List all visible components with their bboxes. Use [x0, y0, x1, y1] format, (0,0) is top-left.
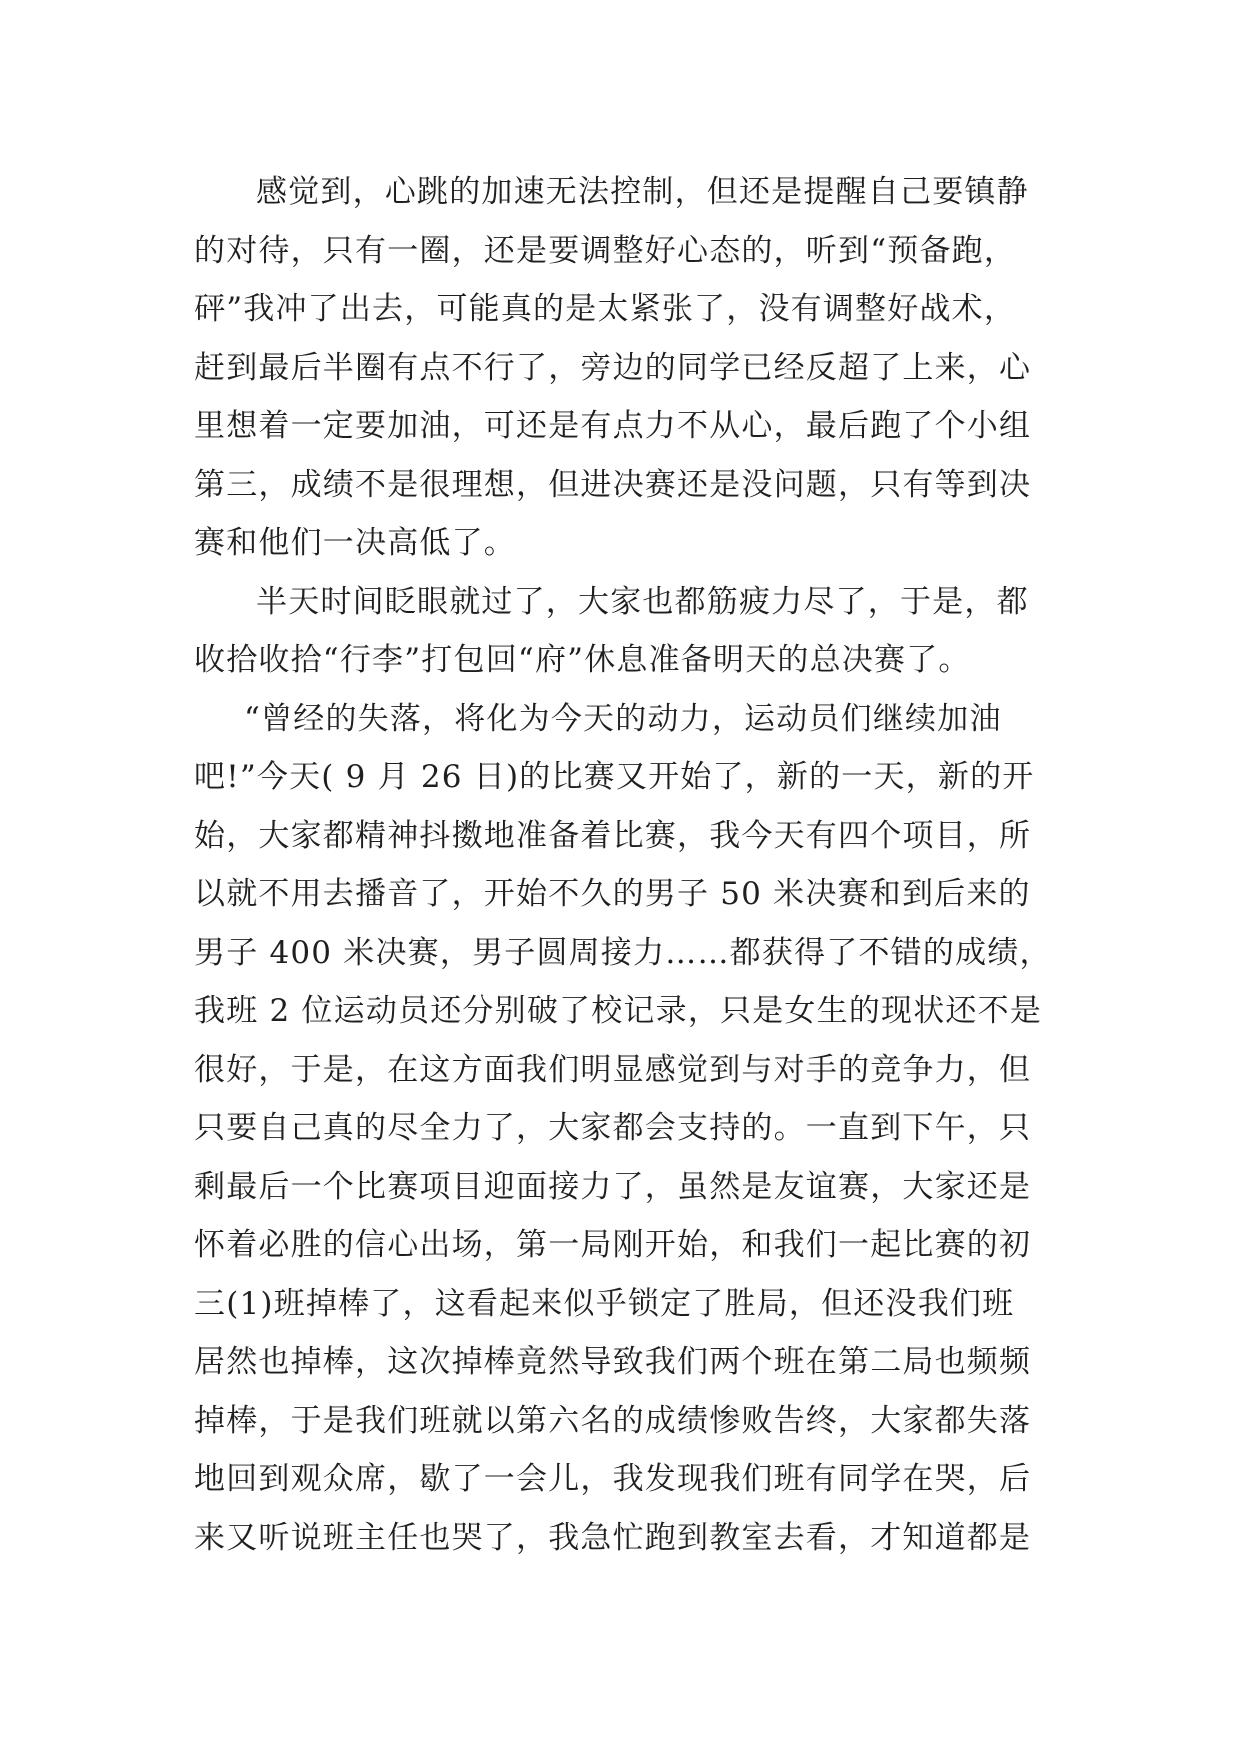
- text-line: 只要自己真的尽全力了，大家都会支持的。一直到下午，只: [194, 1110, 1032, 1146]
- text-line: “曾经的失落，将化为今天的动力，运动员们继续加油: [244, 700, 1002, 737]
- text-line: 地回到观众席，歇了一会儿，我发现我们班有同学在哭，后: [194, 1461, 1032, 1497]
- text-line: 始，大家都精神抖擞地准备着比赛，我今天有四个项目，所: [194, 817, 1032, 854]
- text-line: 砰”我冲了出去，可能真的是太紧张了，没有调整好战术，: [194, 291, 1017, 327]
- text-line: 里想着一定要加油，可还是有点力不从心，最后跑了个小组: [194, 408, 1032, 444]
- text-line: 很好，于是，在这方面我们明显感觉到与对手的竞争力，但: [194, 1051, 1032, 1088]
- text-line: 感觉到，心跳的加速无法控制，但还是提醒自己要镇静: [256, 174, 1029, 210]
- text-line: 我班 2 位运动员还分别破了校记录，只是女生的现状还不是: [194, 993, 1043, 1029]
- text-line: 的对待，只有一圈，还是要调整好心态的，听到“预备跑，: [194, 232, 1017, 269]
- text-line: 吧!”今天( 9 月 26 日)的比赛又开始了，新的一天，新的开: [194, 759, 1035, 795]
- text-line: 第三，成绩不是很理想，但进决赛还是没问题，只有等到决: [194, 466, 1032, 503]
- text-line: 男子 400 米决赛，男子圆周接力……都获得了不错的成绩，: [194, 934, 1052, 971]
- text-line: 赛和他们一决高低了。: [194, 525, 516, 561]
- text-line: 收拾收拾“行李”打包回“府”休息准备明天的总决赛了。: [194, 642, 971, 678]
- body-text: [194, 163, 1054, 1567]
- text-line: 来又听说班主任也哭了，我急忙跑到教室去看，才知道都是: [194, 1519, 1032, 1556]
- text-line: 半天时间眨眼就过了，大家也都筋疲力尽了，于是，都: [256, 583, 1029, 620]
- text-line: 居然也掉棒，这次掉棒竟然导致我们两个班在第二局也频频: [194, 1344, 1032, 1380]
- text-line: 剩最后一个比赛项目迎面接力了，虽然是友谊赛，大家还是: [194, 1168, 1032, 1205]
- text-line: 赶到最后半圈有点不行了，旁边的同学已经反超了上来，心: [194, 349, 1032, 386]
- text-line: 掉棒，于是我们班就以第六名的成绩惨败告终，大家都失落: [194, 1402, 1032, 1439]
- text-line: 三(1)班掉棒了，这看起来似乎锁定了胜局，但还没我们班: [194, 1285, 1015, 1322]
- text-line: 怀着必胜的信心出场，第一局刚开始，和我们一起比赛的初: [194, 1227, 1032, 1263]
- text-line: 以就不用去播音了，开始不久的男子 50 米决赛和到后来的: [194, 876, 1031, 912]
